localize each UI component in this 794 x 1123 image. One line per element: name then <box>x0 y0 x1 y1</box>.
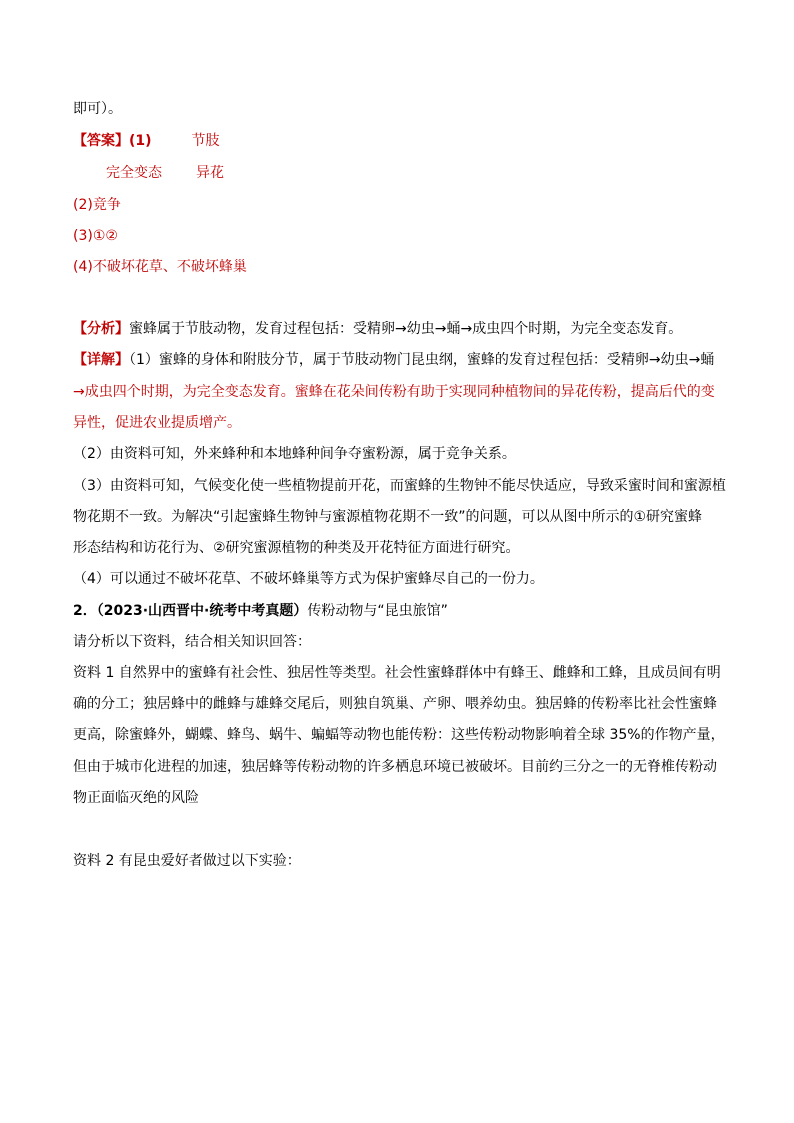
detail-text: （1）蜜蜂的身体和附肢分节，属于节肢动物门昆虫纲，蜜蜂的发育过程包括：受精卵→幼虫→蛹 <box>129 352 715 368</box>
analysis-tag: 【分析】 <box>73 321 129 337</box>
answer-line-5: (4)不破坏花草、不破坏蜂巢 <box>73 259 247 275</box>
detail-line-1 <box>73 350 714 370</box>
answer-number: (1) <box>129 133 152 149</box>
question-title: 传粉动物与“昆虫旅馆” <box>307 603 448 619</box>
answer-value: 异花 <box>196 165 224 181</box>
question-source: （2023·山西晋中·统考中考真题） <box>96 603 308 619</box>
analysis-line <box>73 319 682 339</box>
question-intro: 请分析以下资料，结合相关知识回答： <box>73 634 311 650</box>
answer-tag: 【答案】 <box>73 133 129 149</box>
material-1-line-4: 但由于城市化进程的加速，独居蜂等传粉动物的许多栖息环境已被破坏。目前约三分之一的无脊椎传粉动 <box>73 759 717 775</box>
detail-line-3: 异性，促进农业提质增产。 <box>73 415 241 431</box>
detail-line-7: 形态结构和访花行为、②研究蜜源植物的种类及开花特征方面进行研究。 <box>73 540 520 556</box>
answer-line-4: (3)①② <box>73 228 118 244</box>
detail-tag: 【详解】 <box>73 352 129 368</box>
answer-line-1 <box>73 131 220 151</box>
detail-line-4: （2）由资料可知，外来蜂种和本地蜂种间争夺蜜粉源，属于竞争关系。 <box>73 446 516 462</box>
text-line: 即可）。 <box>73 101 122 117</box>
answer-value: 节肢 <box>191 133 220 149</box>
material-1-line-5: 物正面临灭绝的风险 <box>73 790 199 806</box>
detail-line-8: （4）可以通过不破坏花草、不破坏蜂巢等方式为保护蜜蜂尽自己的一份力。 <box>73 571 544 587</box>
analysis-text: 蜜蜂属于节肢动物，发育过程包括：受精卵→幼虫→蛹→成虫四个时期，为完全变态发育。 <box>129 321 683 337</box>
detail-line-6: 物花期不一致。为解决“引起蜜蜂生物钟与蜜源植物花期不一致”的问题，可以从图中所示的①研究蜜蜂 <box>73 509 703 525</box>
material-1-line-2: 确的分工；独居蜂中的雌蜂与雄蜂交尾后，则独自筑巢、产卵、喂养幼虫。独居蜂的传粉率比社会性蜜蜂 <box>73 696 717 712</box>
question-2-heading <box>73 601 448 621</box>
answer-line-2 <box>106 163 224 183</box>
material-1-line-3: 更高，除蜜蜂外，蝴蝶、蜂鸟、蜗牛、蝙蝠等动物也能传粉：这些传粉动物影响着全球 35%的作物产量， <box>73 727 725 743</box>
material-1-line-1: 资料 1 自然界中的蜜蜂有社会性、独居性等类型。社会性蜜蜂群体中有蜂王、雌蜂和工蜂，且成员间有明 <box>73 665 721 681</box>
answer-value: 完全变态 <box>106 165 162 181</box>
answer-line-3: (2)竞争 <box>73 197 121 213</box>
detail-line-5: （3）由资料可知，气候变化使一些植物提前开花，而蜜蜂的生物钟不能尽快适应，导致采蜜时间和蜜源植 <box>73 478 726 494</box>
detail-line-2: →成虫四个时期，为完全变态发育。蜜蜂在花朵间传粉有助于实现同种植物间的异花传粉，提高后代的变 <box>73 384 715 400</box>
material-2-line-1: 资料 2 有昆虫爱好者做过以下实验： <box>73 853 301 869</box>
question-number: 2． <box>73 603 97 619</box>
